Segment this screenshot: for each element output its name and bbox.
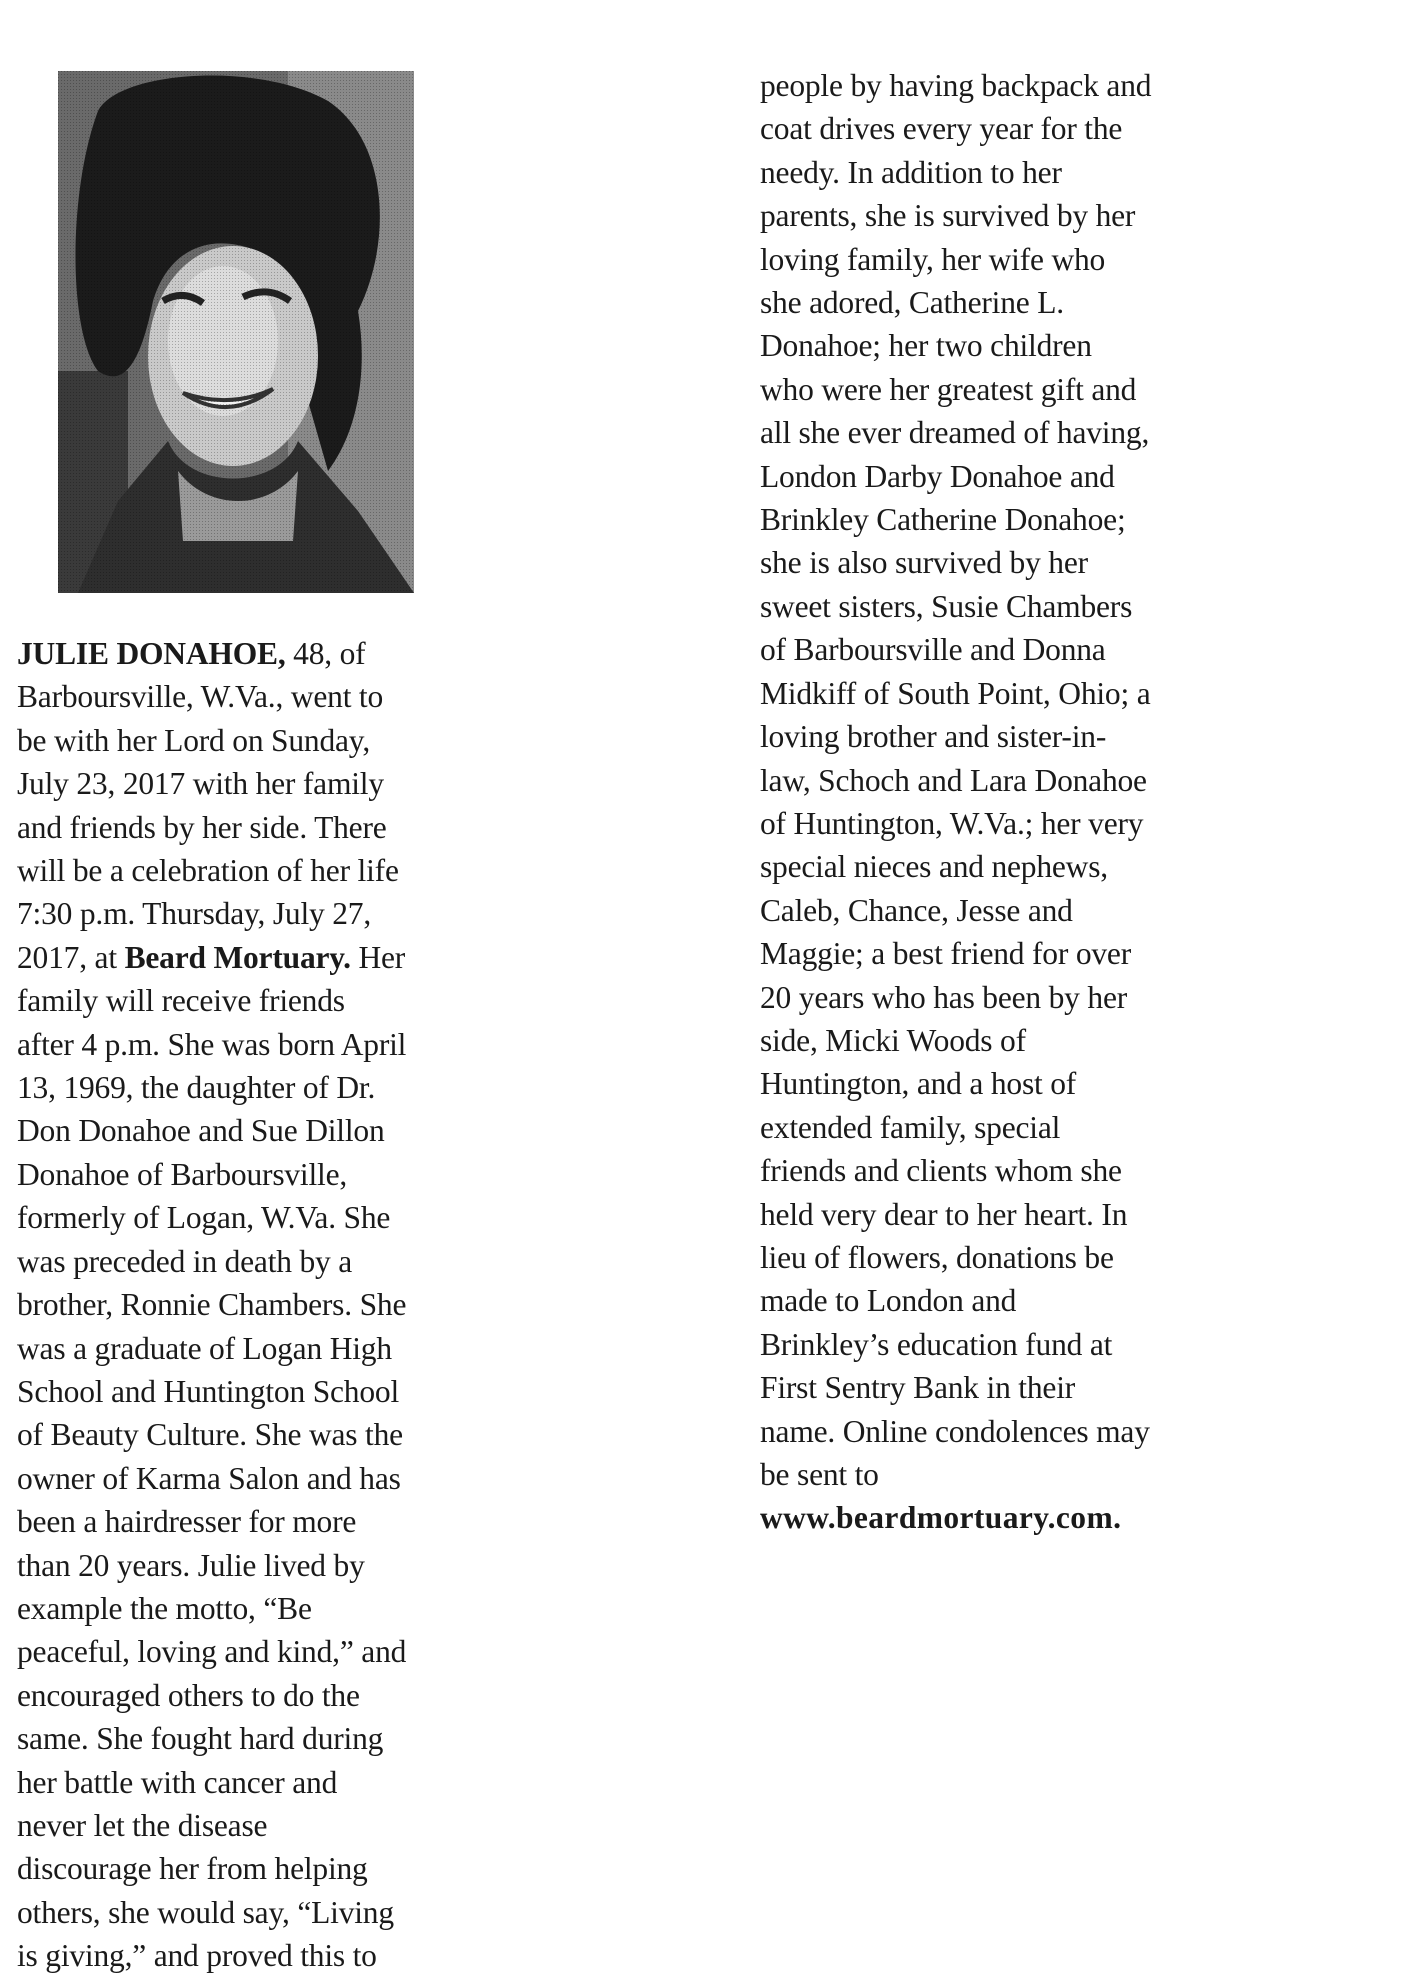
text-segment: she is also survived by her [760, 545, 1088, 581]
text-line [760, 64, 1280, 107]
text-line [17, 1934, 497, 1977]
text-segment: coat drives every year for the [760, 111, 1123, 147]
text-segment: same. She fought hard during [17, 1721, 384, 1757]
text-segment: and friends by her side. There [17, 809, 387, 845]
text-segment: example the motto, “Be [17, 1590, 312, 1626]
text-segment: is giving,” and proved this to [17, 1938, 377, 1974]
text-segment: Barboursville, W.Va., went to [17, 679, 384, 715]
text-line [17, 1761, 497, 1804]
text-segment: of Beauty Culture. She was the [17, 1417, 403, 1453]
text-line [760, 1193, 1280, 1236]
text-line [760, 932, 1280, 975]
text-line [760, 107, 1280, 150]
text-line [17, 762, 497, 805]
text-line [760, 1062, 1280, 1105]
text-line [17, 1630, 497, 1673]
text-line [760, 411, 1280, 454]
text-segment: made to London and [760, 1283, 1017, 1319]
text-segment: Her [350, 939, 406, 975]
text-segment: 2017, at [17, 939, 125, 975]
text-segment: First Sentry Bank in their [760, 1370, 1076, 1406]
text-segment: 48, of [285, 636, 366, 671]
text-line [17, 1544, 497, 1587]
text-line [17, 1370, 497, 1413]
text-segment: will be a celebration of her life [17, 853, 399, 889]
bold-text: JULIE DONAHOE, [17, 636, 286, 671]
text-segment: law, Schoch and Lara Donahoe [760, 762, 1147, 798]
text-line [17, 806, 497, 849]
text-segment: Caleb, Chance, Jesse and [760, 892, 1073, 928]
text-segment: encouraged others to do the [17, 1677, 360, 1713]
text-segment: friends and clients whom she [760, 1153, 1122, 1189]
text-segment: others, she would say, “Living [17, 1894, 394, 1930]
text-line [760, 368, 1280, 411]
text-segment: sweet sisters, Susie Chambers [760, 588, 1133, 624]
text-segment: Don Donahoe and Sue Dillon [17, 1113, 385, 1149]
text-segment: peaceful, loving and kind,” and [17, 1634, 407, 1670]
text-segment: who were her greatest gift and [760, 371, 1137, 407]
text-line [760, 455, 1280, 498]
text-line [17, 1327, 497, 1370]
text-segment: School and Huntington School [17, 1373, 400, 1409]
text-segment: never let the disease [17, 1807, 268, 1843]
text-segment: of Huntington, W.Va.; her very [760, 805, 1144, 841]
text-segment: side, Micki Woods of [760, 1022, 1026, 1058]
text-line [17, 1674, 497, 1717]
text-line [760, 1279, 1280, 1322]
text-segment: Brinkley’s education fund at [760, 1326, 1113, 1362]
text-line [760, 976, 1280, 1019]
text-line [17, 1891, 497, 1934]
text-segment: people by having backpack and [760, 68, 1152, 103]
text-segment: loving family, her wife who [760, 241, 1106, 277]
text-segment: Donahoe of Barboursville, [17, 1156, 348, 1192]
text-line [760, 628, 1280, 671]
text-segment: Midkiff of South Point, Ohio; a [760, 675, 1151, 711]
text-line [760, 585, 1280, 628]
text-segment: owner of Karma Salon and has [17, 1460, 401, 1496]
text-line [17, 936, 497, 979]
text-segment: Donahoe; her two children [760, 328, 1092, 364]
text-line [760, 151, 1280, 194]
text-line [17, 1804, 497, 1847]
text-segment: lieu of flowers, donations be [760, 1239, 1114, 1275]
text-segment: all she ever dreamed of having, [760, 415, 1150, 451]
text-segment: family will receive friends [17, 983, 345, 1019]
text-line [760, 1453, 1280, 1496]
text-line [17, 1457, 497, 1500]
obituary-photo [58, 71, 414, 593]
text-line [760, 845, 1280, 888]
text-segment: extended family, special [760, 1109, 1061, 1145]
text-line [760, 194, 1280, 237]
text-line [760, 1236, 1280, 1279]
text-line [17, 1283, 497, 1326]
text-segment: been a hairdresser for more [17, 1504, 357, 1540]
text-line [760, 672, 1280, 715]
text-line [760, 1149, 1280, 1192]
obituary-text-right-column [760, 64, 1280, 1540]
text-segment: discourage her from helping [17, 1851, 368, 1887]
text-segment: be sent to [760, 1457, 879, 1492]
text-line [17, 1717, 497, 1760]
text-line [17, 719, 497, 762]
text-segment: was a graduate of Logan High [17, 1330, 392, 1366]
text-segment: parents, she is survived by her [760, 198, 1136, 234]
text-line [17, 632, 497, 675]
text-line [760, 802, 1280, 845]
text-line [760, 1410, 1280, 1453]
bold-text: Beard Mortuary. [124, 939, 351, 975]
text-segment: needy. In addition to her [760, 154, 1062, 190]
text-line [760, 1496, 1280, 1539]
portrait-image [58, 71, 414, 593]
text-segment: Maggie; a best friend for over [760, 936, 1131, 972]
text-line [760, 1323, 1280, 1366]
text-line [17, 1109, 497, 1152]
text-segment: 7:30 p.m. Thursday, July 27, [17, 896, 372, 932]
text-line [17, 1066, 497, 1109]
text-line [17, 1023, 497, 1066]
text-segment: she adored, Catherine L. [760, 285, 1064, 321]
text-line [760, 759, 1280, 802]
text-line [17, 1240, 497, 1283]
text-segment: formerly of Logan, W.Va. She [17, 1200, 391, 1236]
text-segment: Huntington, and a host of [760, 1066, 1077, 1102]
text-line [760, 281, 1280, 324]
text-segment: July 23, 2017 with her family [17, 766, 384, 802]
text-segment: loving brother and sister-in- [760, 719, 1107, 755]
text-segment: special nieces and nephews, [760, 849, 1108, 885]
text-line [17, 1196, 497, 1239]
text-segment: her battle with cancer and [17, 1764, 338, 1800]
text-line [17, 979, 497, 1022]
text-segment: 20 years who has been by her [760, 979, 1128, 1015]
text-segment: London Darby Donahoe and [760, 458, 1115, 494]
text-line [760, 498, 1280, 541]
text-segment: of Barboursville and Donna [760, 632, 1106, 668]
text-line [17, 1413, 497, 1456]
text-line [760, 1019, 1280, 1062]
text-line [17, 1153, 497, 1196]
text-segment: Brinkley Catherine Donahoe; [760, 502, 1126, 538]
text-line [17, 1587, 497, 1630]
text-segment: after 4 p.m. She was born April [17, 1026, 407, 1062]
obituary-text-left-column [17, 632, 497, 1978]
text-segment: brother, Ronnie Chambers. She [17, 1287, 407, 1323]
text-segment: 13, 1969, the daughter of Dr. [17, 1070, 376, 1106]
text-segment: be with her Lord on Sunday, [17, 722, 370, 758]
text-line [17, 1500, 497, 1543]
text-segment: name. Online condolences may [760, 1413, 1150, 1449]
text-line [760, 324, 1280, 367]
text-line [760, 238, 1280, 281]
text-line [760, 1366, 1280, 1409]
text-line [17, 675, 497, 718]
text-segment: was preceded in death by a [17, 1243, 353, 1279]
text-line [17, 1847, 497, 1890]
text-line [17, 892, 497, 935]
text-line [760, 1106, 1280, 1149]
website-link[interactable]: www.beardmortuary.com. [760, 1500, 1122, 1536]
text-segment: held very dear to her heart. In [760, 1196, 1128, 1232]
text-line [760, 541, 1280, 584]
text-segment: than 20 years. Julie lived by [17, 1547, 365, 1583]
text-line [760, 715, 1280, 758]
text-line [760, 889, 1280, 932]
text-line [17, 849, 497, 892]
